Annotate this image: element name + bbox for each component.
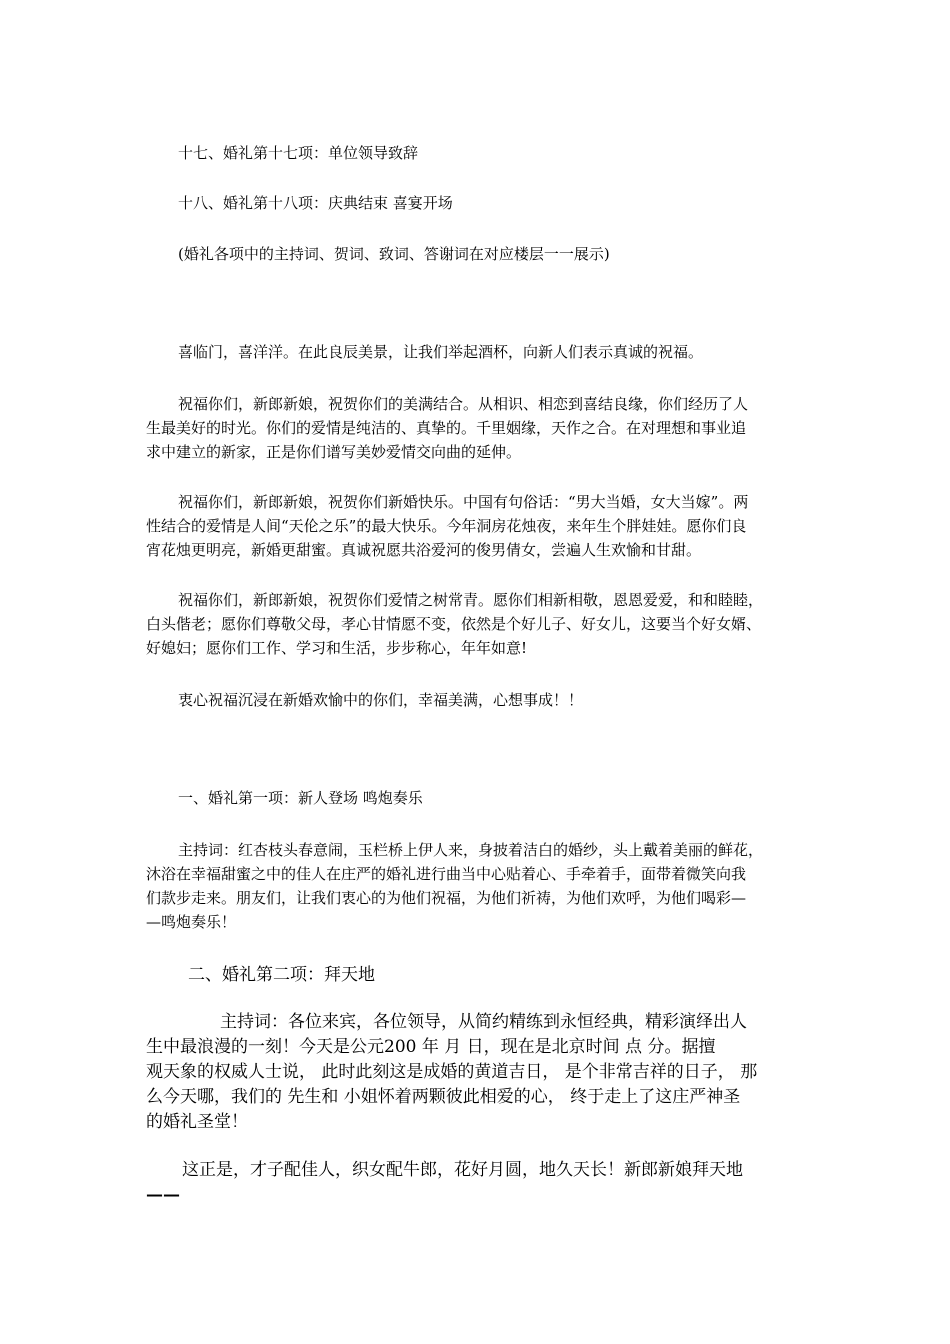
paragraph-line: 观天象的权威人士说， 此时此刻这是成婚的黄道吉日， 是个非常吉祥的日子， 那 [146, 1062, 758, 1082]
paragraph-line: 主持词：各位来宾，各位领导，从简约精练到永恒经典，精彩演绎出人 [220, 1012, 747, 1032]
agenda-note: (婚礼各项中的主持词、贺词、致词、答谢词在对应楼层一一展示) [178, 245, 610, 263]
paragraph-line: —— [146, 1185, 180, 1205]
paragraph-line: 求中建立的新家，正是你们谱写美妙爱情交向曲的延伸。 [146, 443, 522, 461]
agenda-item-17: 十七、婚礼第十七项：单位领导致辞 [178, 144, 419, 162]
paragraph-line: 好媳妇；愿你们工作、学习和生活，步步称心，年年如意! [146, 639, 528, 657]
paragraph-line: 这正是，才子配佳人，织女配牛郎，花好月圆，地久天长！新郎新娘拜天地 [182, 1160, 743, 1180]
paragraph-line: 白头偕老；愿你们尊敬父母，孝心甘情愿不变，依然是个好儿子、好女儿，这要当个好女婿、 [146, 615, 762, 633]
paragraph-line: 们款步走来。朋友们，让我们衷心的为他们祝福，为他们祈祷，为他们欢呼，为他们喝彩— [146, 889, 747, 907]
paragraph-line: 生最美好的时光。你们的爱情是纯洁的、真挚的。千里姻缘，天作之合。在对理想和事业追 [146, 419, 747, 437]
paragraph-line: 么今天哪，我们的 先生和 小姐怀着两颗彼此相爱的心， 终于走上了这庄严神圣 [146, 1087, 741, 1107]
blessing-paragraph-1 [146, 340, 808, 364]
ceremony-item-2-host-text [146, 1010, 808, 1135]
blessing-paragraph-5 [146, 688, 808, 712]
ceremony-item-1-host-text [146, 838, 808, 934]
paragraph-line: 喜临门，喜洋洋。在此良辰美景，让我们举起酒杯，向新人们表示真诚的祝福。 [178, 343, 704, 361]
paragraph-line: 祝福你们，新郎新娘，祝贺你们新婚快乐。中国有句俗话：“男大当婚，女大当嫁”。两 [178, 493, 749, 511]
paragraph-line: 性结合的爱情是人间“天伦之乐”的最大快乐。今年洞房花烛夜，来年生个胖娃娃。愿你们良 [146, 517, 747, 535]
ceremony-item-1-title: 一、婚礼第一项：新人登场 鸣炮奏乐 [178, 789, 423, 807]
paragraph-line: —鸣炮奏乐！ [146, 913, 237, 931]
paragraph-line: 主持词：红杏枝头春意闹，玉栏桥上伊人来，身披着洁白的婚纱，头上戴着美丽的鲜花， [178, 841, 764, 859]
paragraph-line: 宵花烛更明亮，新婚更甜蜜。真诚祝愿共浴爱河的俊男倩女，尝遍人生欢愉和甘甜。 [146, 541, 702, 559]
paragraph-line: 沐浴在幸福甜蜜之中的佳人在庄严的婚礼进行曲当中心贴着心、手牵着手，面带着微笑向我 [146, 865, 747, 883]
paragraph-line: 祝福你们，新郎新娘，祝贺你们爱情之树常青。愿你们相新相敬，恩恩爱爱，和和睦睦， [178, 591, 764, 609]
blessing-paragraph-2 [146, 392, 808, 464]
paragraph-line: 生中最浪漫的一刻！今天是公元200 年 月 日，现在是北京时间 点 分。据擅 [146, 1037, 716, 1057]
paragraph-line: 衷心祝福沉浸在新婚欢愉中的你们，幸福美满，心想事成！！ [178, 691, 584, 709]
agenda-item-18: 十八、婚礼第十八项：庆典结束 喜宴开场 [178, 194, 453, 212]
ceremony-item-2-closing [146, 1158, 808, 1208]
ceremony-item-2-title: 二、婚礼第二项：拜天地 [188, 965, 375, 985]
blessing-paragraph-4 [146, 588, 808, 660]
blessing-paragraph-3 [146, 490, 808, 562]
paragraph-line: 祝福你们，新郎新娘，祝贺你们的美满结合。从相识、相恋到喜结良缘，你们经历了人 [178, 395, 749, 413]
paragraph-line: 的婚礼圣堂！ [146, 1112, 248, 1132]
